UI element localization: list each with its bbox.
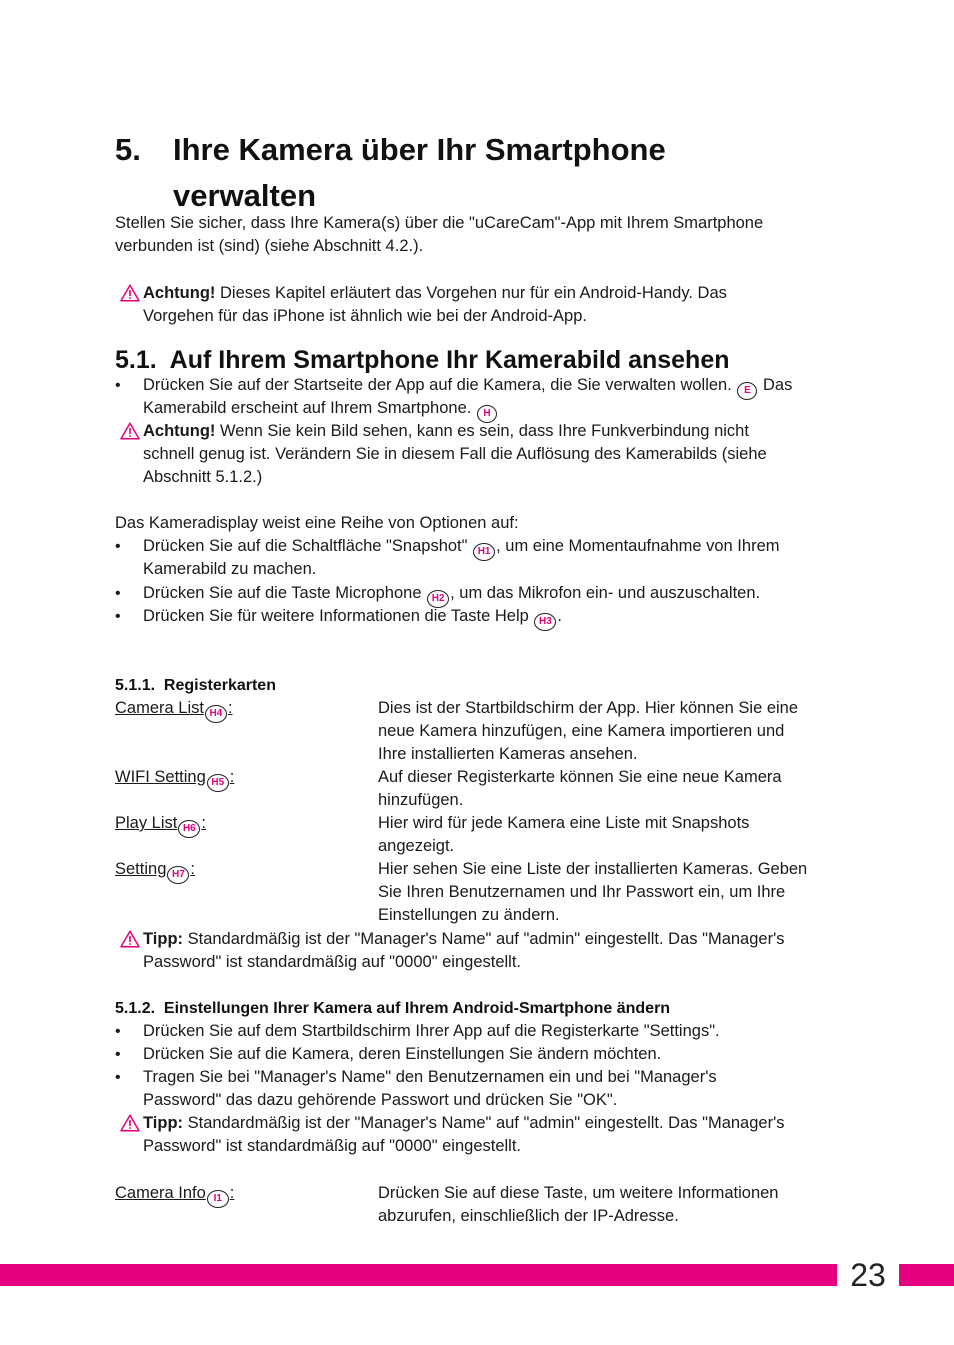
s512-bullet2: Drücken Sie auf die Kamera, deren Einstellungen Sie ändern möchten. [143, 1045, 662, 1063]
warning2-line2: schnell genug ist. Verändern Sie in diesem Fall die Auflösung des Kamerabilds (siehe [143, 445, 767, 463]
reference-badge-e: E [737, 382, 757, 400]
footer-bar-right [899, 1264, 954, 1286]
term-colon: : [190, 860, 195, 878]
bullet: • [115, 1046, 121, 1063]
chapter-title-line2: verwalten [173, 178, 317, 213]
option3-text2: . [557, 607, 562, 625]
term-colon: : [229, 768, 235, 786]
term-play-list [115, 812, 206, 838]
term-label: WIFI Setting [115, 768, 206, 786]
chapter-number: 5. [115, 132, 141, 167]
s51-bullet1-text1: Drücken Sie auf der Startseite der App auf die Kamera, die Sie verwalten wollen. [143, 376, 732, 394]
bullet: • [115, 377, 121, 394]
warning2-text1: Wenn Sie kein Bild sehen, kann es sein, dass Ihre Funkverbindung nicht [215, 422, 749, 440]
s51-bullet1-text2: Das [758, 376, 793, 394]
warning1-text1: Dieses Kapitel erläutert das Vorgehen nur für ein Android-Handy. Das [215, 284, 727, 302]
reference-badge-h5: H5 [207, 774, 229, 792]
tip1-text1: Standardmäßig ist der "Manager's Name" auf "admin" eingestellt. Das "Manager's [183, 930, 785, 948]
desc-line: neue Kamera hinzufügen, eine Kamera importieren und [378, 722, 785, 740]
option3-text1: Drücken Sie für weitere Informationen die Taste Help [143, 607, 529, 625]
tip2-line2: Password" ist standardmäßig auf "0000" eingestellt. [143, 1137, 522, 1155]
bullet: • [115, 1023, 121, 1040]
term-wifi-setting [115, 766, 234, 792]
warning-icon [120, 284, 140, 302]
warning1-line2: Vorgehen für das iPhone ist ähnlich wie bei der Android-App. [143, 307, 587, 325]
section-5-1-1-title: 5.1.1. Registerkarten [115, 677, 276, 694]
warning2-line1 [143, 420, 749, 443]
warning1-label: Achtung! [143, 284, 216, 302]
option2-text2: , um das Mikrofon ein- und auszuschalten. [450, 584, 761, 602]
option1-text1: Drücken Sie auf die Schaltfläche "Snapshot" [143, 537, 468, 555]
s512-bullet3-line2: Password" das dazu gehörende Passwort und drücken Sie "OK". [143, 1091, 618, 1109]
desc-line: angezeigt. [378, 837, 455, 855]
desc-line: hinzufügen. [378, 791, 464, 809]
tip1-line1 [143, 928, 784, 951]
reference-badge-h7: H7 [167, 866, 189, 884]
warning-icon [120, 930, 140, 948]
page-number: 23 [850, 1257, 886, 1293]
tip2-label: Tipp: [143, 1114, 184, 1132]
reference-badge-h2: H2 [427, 590, 449, 608]
footer-bar-left [0, 1264, 837, 1286]
warning2-label: Achtung! [143, 422, 216, 440]
reference-badge-i1: I1 [207, 1190, 229, 1208]
warning-icon [120, 1114, 140, 1132]
term-label: Setting [115, 860, 167, 878]
reference-badge-h3: H3 [534, 613, 556, 631]
term-colon: : [229, 1184, 235, 1202]
bullet: • [115, 585, 121, 602]
section-5-1-2-title: 5.1.2. Einstellungen Ihrer Kamera auf Ihrem Android-Smartphone ändern [115, 1000, 671, 1017]
desc-line: Einstellungen zu ändern. [378, 906, 560, 924]
intro-line2: verbunden ist (sind) (siehe Abschnitt 4.2.). [115, 237, 424, 255]
option3-line [143, 605, 562, 631]
s51-bullet1-text3: Kamerabild erscheint auf Ihrem Smartphone. [143, 399, 472, 417]
bullet: • [115, 538, 121, 555]
option1-text2: , um eine Momentaufnahme von Ihrem [496, 537, 780, 555]
desc-line: Auf dieser Registerkarte können Sie eine neue Kamera [378, 768, 782, 786]
term-colon: : [201, 814, 206, 832]
term-label: Camera List [115, 699, 204, 717]
term-colon: : [227, 699, 233, 717]
bullet: • [115, 608, 121, 625]
warning-icon [120, 422, 140, 440]
term-label: Play List [115, 814, 178, 832]
option1-line2: Kamerabild zu machen. [143, 560, 317, 578]
desc-line: abzurufen, einschließlich der IP-Adresse. [378, 1207, 679, 1225]
option2-text1: Drücken Sie auf die Taste Microphone [143, 584, 422, 602]
desc-line: Dies ist der Startbildschirm der App. Hier können Sie eine [378, 699, 799, 717]
desc-line: Ihre installierten Kameras ansehen. [378, 745, 638, 763]
term-camera-info [115, 1182, 234, 1208]
section-5-1-title: 5.1. Auf Ihrem Smartphone Ihr Kamerabild ansehen [115, 346, 730, 374]
bullet: • [115, 1069, 121, 1086]
options-intro: Das Kameradisplay weist eine Reihe von Optionen auf: [115, 514, 519, 532]
reference-badge-h6: H6 [178, 820, 200, 838]
term-label: Camera Info [115, 1184, 206, 1202]
reference-badge-h: H [477, 405, 497, 423]
warning1-line1 [143, 282, 727, 305]
reference-badge-h4: H4 [205, 705, 227, 723]
tip2-text1: Standardmäßig ist der "Manager's Name" auf "admin" eingestellt. Das "Manager's [183, 1114, 785, 1132]
warning2-line3: Abschnitt 5.1.2.) [143, 468, 263, 486]
desc-line: Drücken Sie auf diese Taste, um weitere Informationen [378, 1184, 779, 1202]
term-camera-list [115, 697, 233, 723]
reference-badge-h1: H1 [473, 543, 495, 561]
tip2-line1 [143, 1112, 784, 1135]
term-setting [115, 858, 195, 884]
s512-bullet3-line1: Tragen Sie bei "Manager's Name" den Benutzernamen ein und bei "Manager's [143, 1068, 717, 1086]
tip1-label: Tipp: [143, 930, 184, 948]
chapter-title-line1: Ihre Kamera über Ihr Smartphone [173, 132, 666, 167]
desc-line: Hier wird für jede Kamera eine Liste mit Snapshots [378, 814, 750, 832]
s512-bullet1: Drücken Sie auf dem Startbildschirm Ihrer App auf die Registerkarte "Settings". [143, 1022, 720, 1040]
intro-line1: Stellen Sie sicher, dass Ihre Kamera(s) über die "uCareCam"-App mit Ihrem Smartphone [115, 214, 764, 232]
desc-line: Sie Ihren Benutzernamen und Ihr Passwort ein, um Ihre [378, 883, 786, 901]
tip1-line2: Password" ist standardmäßig auf "0000" eingestellt. [143, 953, 522, 971]
desc-line: Hier sehen Sie eine Liste der installierten Kameras. Geben [378, 860, 808, 878]
